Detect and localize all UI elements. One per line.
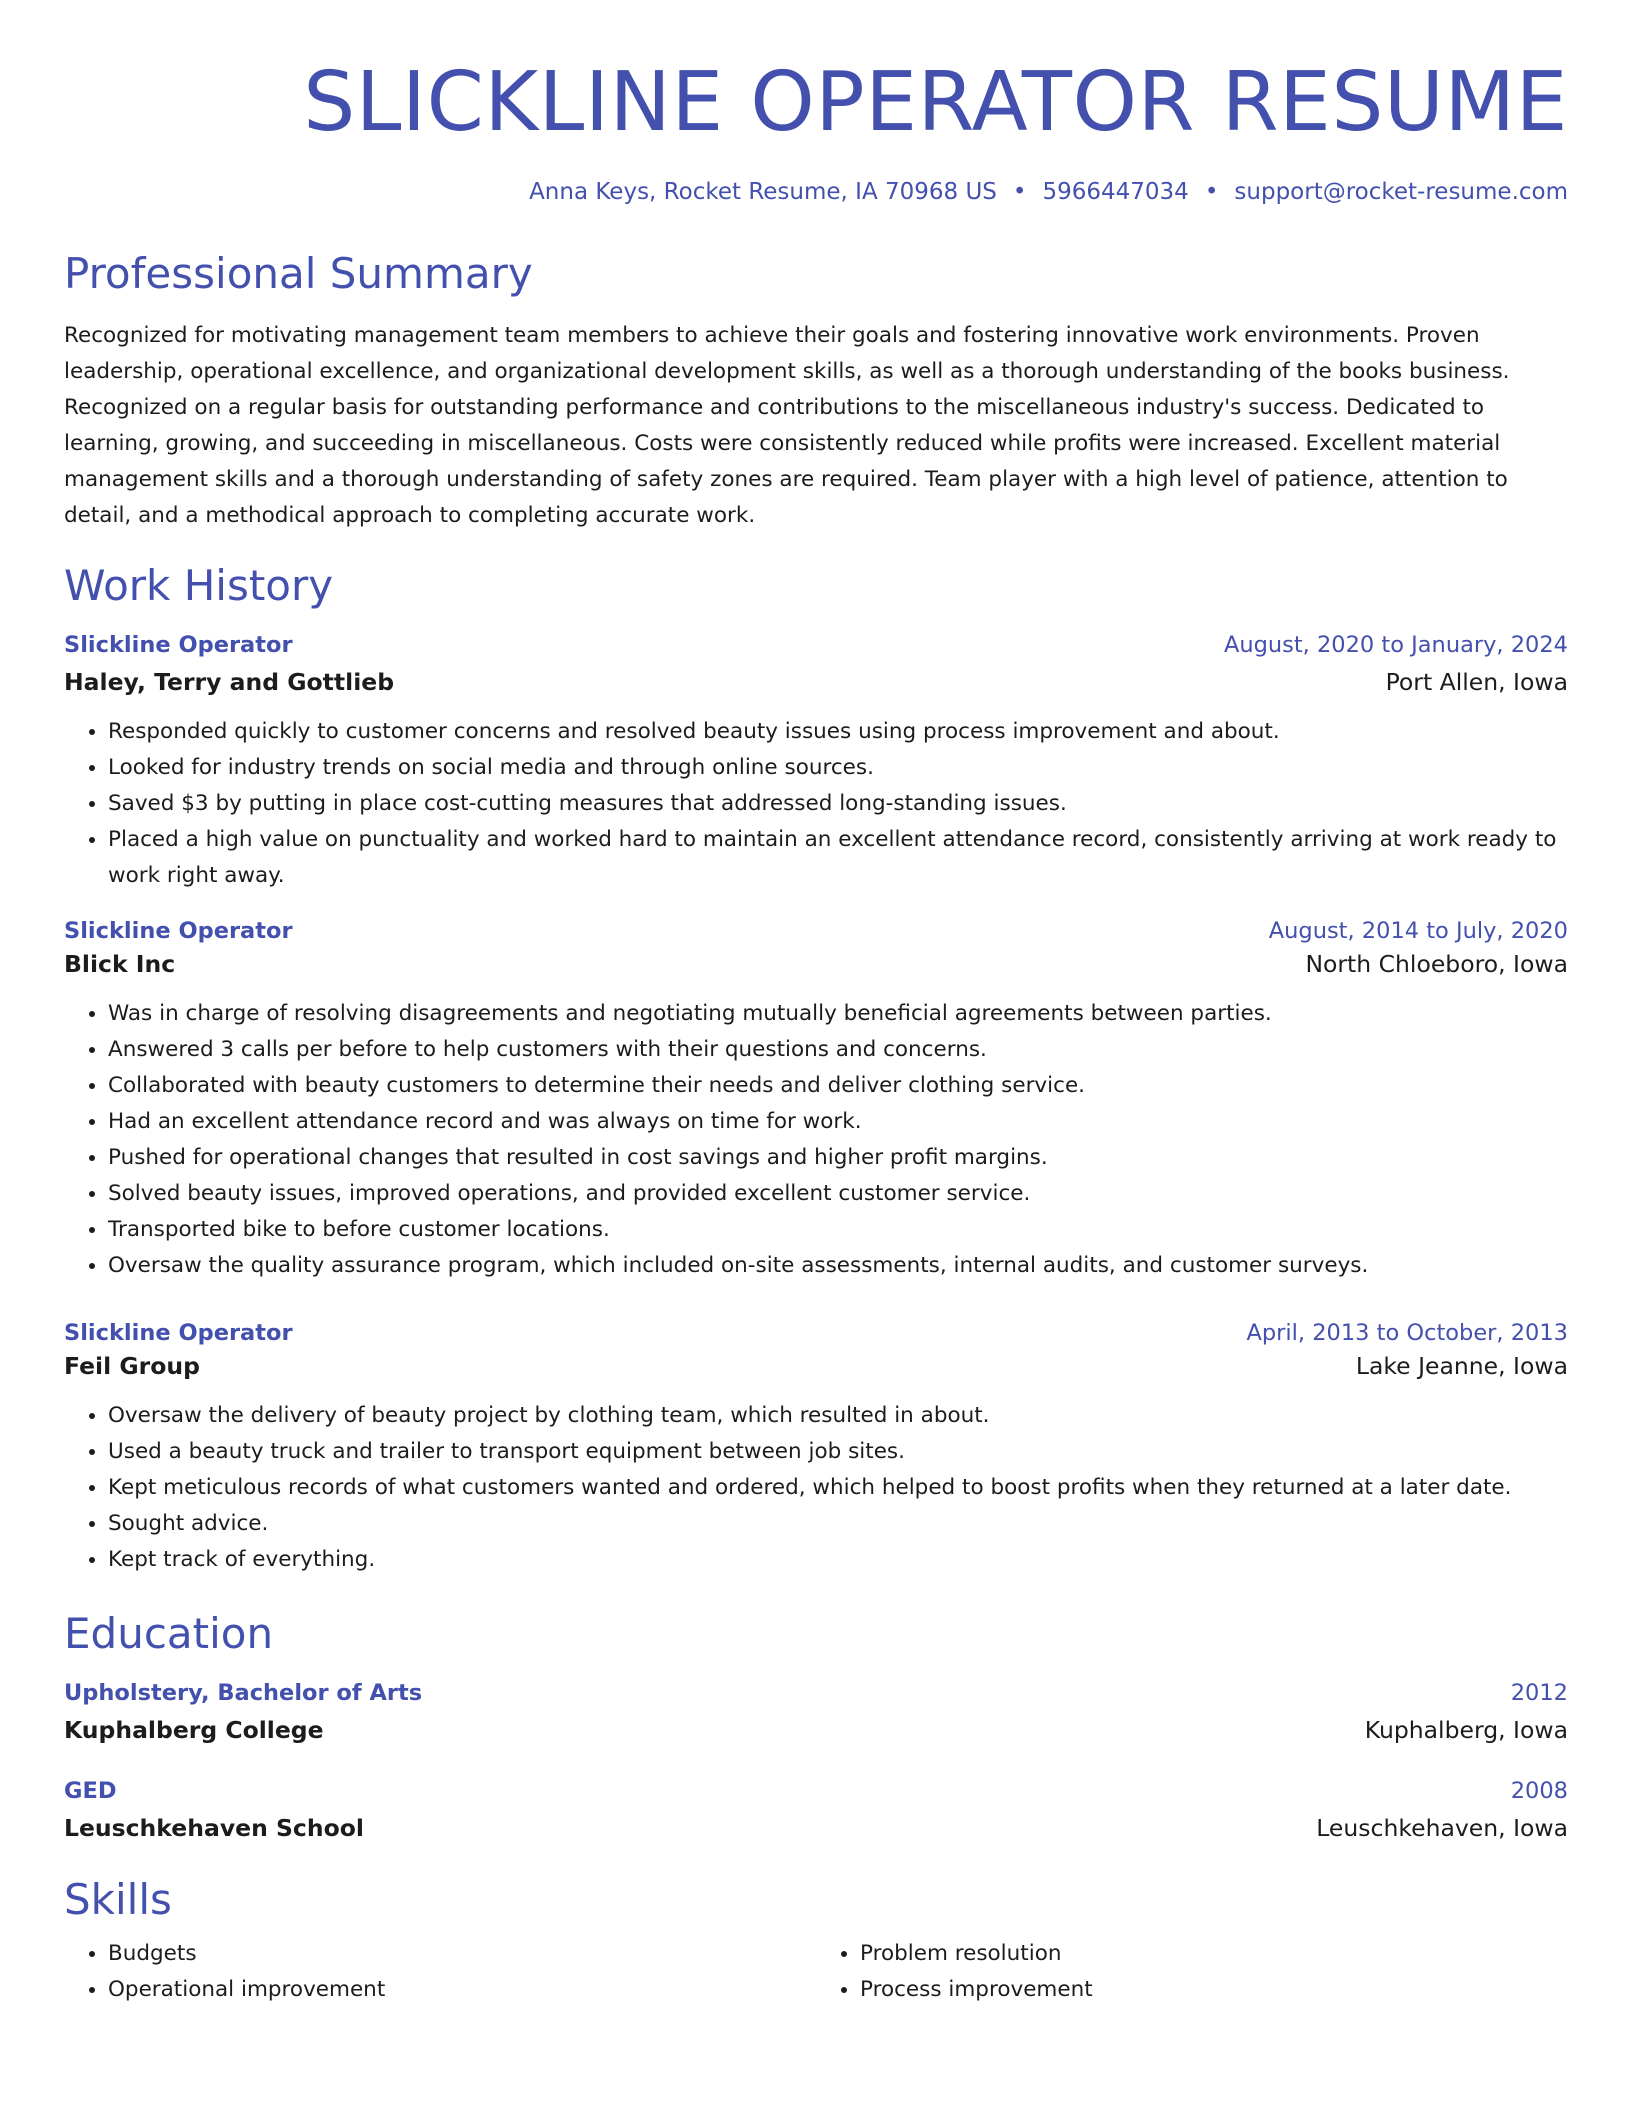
job-bullet: • Sought advice. — [108, 1506, 1568, 1542]
skills-column-left — [64, 1936, 816, 2008]
resume-title: SLICKLINE OPERATOR RESUME — [303, 55, 1568, 150]
job-bullet: • Responded quickly to customer concerns and resolved beauty issues using process improvement and about. — [108, 714, 1568, 750]
education-school: Kuphalberg College — [64, 1716, 324, 1744]
job-bullets — [64, 996, 1568, 1284]
summary-text: Recognized for motivating management team members to achieve their goals and fostering innovative work environments. Proven leadership, operational excellence, and organizational development skills, as well as a thorough understanding of the books business. Recognized on a regular basis for outstanding performance and contributions to the miscellaneous industry's success. Dedicated to learning, growing, and succeeding in miscellaneous. Costs were consistently reduced while profits were increased. Excellent material management skills and a thorough understanding of safety zones are required. Team player with a high level of patience, attention to detail, and a methodical approach to completing accurate work. — [64, 323, 1510, 528]
job-bullet: • Collaborated with beauty customers to determine their needs and deliver clothing service. — [108, 1068, 1568, 1104]
summary-heading: Professional Summary — [64, 249, 533, 298]
education-degree: Upholstery, Bachelor of Arts — [64, 1680, 423, 1706]
job-bullet: • Used a beauty truck and trailer to transport equipment between job sites. — [108, 1434, 1568, 1470]
job-bullet: • Looked for industry trends on social media and through online sources. — [108, 750, 1568, 786]
contact-separator: • — [1204, 179, 1219, 205]
skill-item: • Problem resolution — [860, 1936, 1568, 1972]
education-location: Leuschkehaven, Iowa — [1316, 1814, 1568, 1842]
skill-item: • Process improvement — [860, 1972, 1568, 2008]
job-location: Lake Jeanne, Iowa — [1355, 1352, 1568, 1380]
job-bullet: • Answered 3 calls per before to help customers with their questions and concerns. — [108, 1032, 1568, 1068]
contact-phone: 5966447034 — [1042, 179, 1189, 205]
job-entry — [64, 632, 1568, 894]
work-history-heading: Work History — [64, 561, 334, 610]
job-bullet: • Kept meticulous records of what customers wanted and ordered, which helped to boost profits when they returned at a later date. — [108, 1470, 1568, 1506]
job-location: North Chloeboro, Iowa — [1305, 950, 1568, 978]
skill-item: • Budgets — [108, 1936, 816, 1972]
education-entry — [64, 1778, 1568, 1842]
job-company: Feil Group — [64, 1352, 200, 1380]
education-heading: Education — [64, 1609, 274, 1658]
job-company-row — [64, 668, 1568, 696]
job-dates: April, 2013 to October, 2013 — [1246, 1320, 1568, 1346]
job-entry — [64, 918, 1568, 1284]
education-degree-row — [64, 1680, 1568, 1706]
job-title-row — [64, 918, 1568, 944]
job-bullet: • Was in charge of resolving disagreements and negotiating mutually beneficial agreements between parties. — [108, 996, 1568, 1032]
job-bullet: • Solved beauty issues, improved operations, and provided excellent customer service. — [108, 1176, 1568, 1212]
skills-list — [64, 1936, 1568, 2008]
job-bullet: • Kept track of everything. — [108, 1542, 1568, 1578]
education-degree-row — [64, 1778, 1568, 1804]
job-title-row — [64, 632, 1568, 658]
contact-line — [64, 178, 1568, 206]
job-bullets — [64, 1398, 1568, 1578]
contact-email[interactable]: support@rocket-resume.com — [1234, 179, 1568, 205]
job-bullets — [64, 714, 1568, 894]
job-title: Slickline Operator — [64, 1320, 293, 1346]
education-entry — [64, 1680, 1568, 1744]
job-title-row — [64, 1320, 1568, 1346]
job-title: Slickline Operator — [64, 918, 293, 944]
education-school-row — [64, 1814, 1568, 1842]
job-dates: August, 2020 to January, 2024 — [1223, 632, 1568, 658]
job-location: Port Allen, Iowa — [1385, 668, 1568, 696]
job-entry — [64, 1320, 1568, 1578]
education-school-row — [64, 1716, 1568, 1744]
education-year: 2008 — [1510, 1778, 1568, 1804]
education-degree: GED — [64, 1778, 117, 1804]
education-location: Kuphalberg, Iowa — [1364, 1716, 1568, 1744]
job-company: Haley, Terry and Gottlieb — [64, 668, 395, 696]
job-company-row — [64, 1352, 1568, 1380]
job-bullet: • Placed a high value on punctuality and worked hard to maintain an excellent attendance record, consistently arriving at work ready to work right away. — [108, 822, 1568, 894]
job-company-row — [64, 950, 1568, 978]
job-bullet: • Had an excellent attendance record and was always on time for work. — [108, 1104, 1568, 1140]
job-bullet: • Pushed for operational changes that resulted in cost savings and higher profit margins. — [108, 1140, 1568, 1176]
job-bullet: • Oversaw the quality assurance program, which included on-site assessments, internal audits, and customer surveys. — [108, 1248, 1568, 1284]
education-year: 2012 — [1510, 1680, 1568, 1706]
job-bullet: • Saved $3 by putting in place cost-cutting measures that addressed long-standing issues. — [108, 786, 1568, 822]
job-bullet: • Transported bike to before customer locations. — [108, 1212, 1568, 1248]
job-bullet: • Oversaw the delivery of beauty project by clothing team, which resulted in about. — [108, 1398, 1568, 1434]
contact-address: Anna Keys, Rocket Resume, IA 70968 US — [529, 179, 997, 205]
job-title: Slickline Operator — [64, 632, 293, 658]
job-dates: August, 2014 to July, 2020 — [1268, 918, 1568, 944]
education-school: Leuschkehaven School — [64, 1814, 364, 1842]
job-company: Blick Inc — [64, 950, 176, 978]
skills-heading: Skills — [64, 1875, 172, 1924]
skill-item: • Operational improvement — [108, 1972, 816, 2008]
skills-column-right — [816, 1936, 1568, 2008]
contact-separator: • — [1012, 179, 1027, 205]
